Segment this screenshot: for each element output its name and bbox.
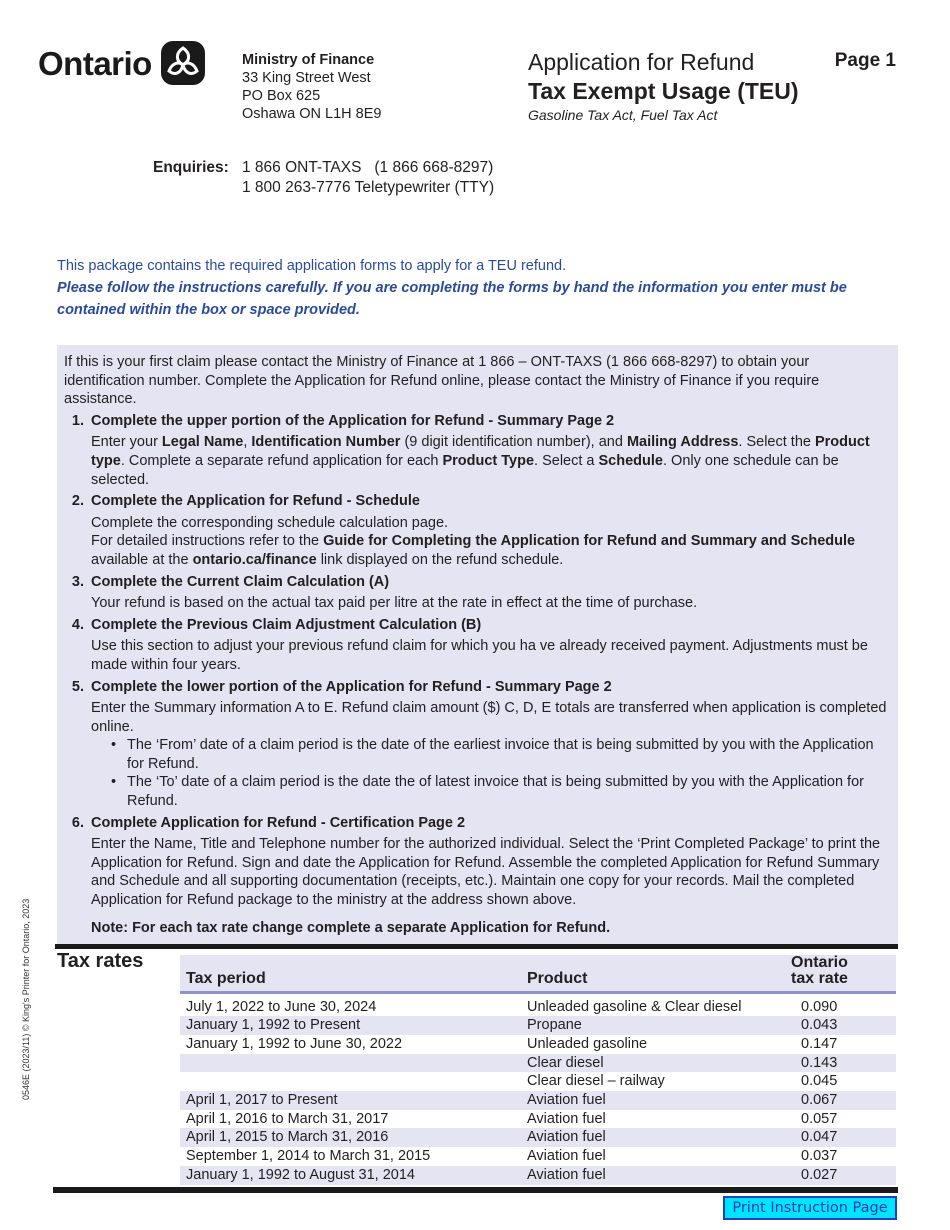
cell-rate: 0.067	[791, 1091, 896, 1110]
enquiries-phone: 1 866 ONT-TAXS (1 866 668-8297)	[242, 159, 494, 176]
enquiries-label: Enquiries:	[153, 159, 229, 176]
step-title: Complete the Current Claim Calculation (A)	[91, 573, 390, 590]
intro-instructions: Please follow the instructions carefully. If you are completing the forms by hand the information you enter must be contained within the box or space provided.	[57, 280, 847, 318]
step-title: Complete Application for Refund - Certification Page 2	[91, 814, 466, 831]
cell-period: April 1, 2015 to March 31, 2016	[180, 1128, 521, 1147]
cell-rate: 0.143	[791, 1054, 896, 1073]
step-body: Use this section to adjust your previous refund claim for which you ha ve already received payment. Adjustments must be made within four years.	[91, 638, 868, 673]
form-acts: Gasoline Tax Act, Fuel Tax Act	[528, 107, 718, 123]
form-title: Application for Refund	[528, 49, 755, 75]
list-item: • The ‘To’ date of a claim period is the date the of latest invoice that is being submitted by you with the Application for Refund.	[111, 774, 864, 810]
cell-rate: 0.047	[791, 1128, 896, 1147]
col-tax-period: Tax period	[180, 955, 521, 993]
list-item: • The ‘From’ date of a claim period is the date of the earliest invoice that is being submitted by you with the Application for Refund.	[111, 737, 874, 772]
cell-rate: 0.090	[801, 998, 838, 1015]
col-tax-rate: Ontario tax rate	[791, 955, 896, 993]
cell-product: Unleaded gasoline	[527, 1035, 648, 1052]
address-line: PO Box 625	[242, 88, 321, 104]
cell-product: Propane	[521, 1016, 791, 1035]
ministry-address	[242, 51, 381, 123]
table-row	[180, 1072, 896, 1091]
tax-rates-table	[180, 955, 896, 1185]
step-title: Complete the upper portion of the Application for Refund - Summary Page 2	[91, 412, 615, 429]
enquiries-tty: 1 800 263-7776 Teletypewriter (TTY)	[242, 179, 495, 196]
cell-rate: 0.147	[801, 1035, 838, 1052]
cell-period: January 1, 1992 to June 30, 2022	[186, 1035, 403, 1052]
step-1: 1. Complete the upper portion of the Application for Refund - Summary Page 2 Enter your Legal Name, Identification Number (9 digit identification number), and Mailing Address. Select the Product type. Complete a separate refund application for each Product Type. Select a Schedule. Only one schedule can be selected.	[64, 412, 888, 489]
table-row	[180, 1166, 896, 1185]
divider	[55, 944, 898, 949]
step-3: 3. Complete the Current Claim Calculation (A) Your refund is based on the actual tax paid per litre at the rate in effect at the time of purchase.	[64, 573, 888, 613]
step-2: 2. Complete the Application for Refund - Schedule Complete the corresponding schedule calculation page. For detailed instructions refer to the Guide for Completing the Application for Refund and Summary and Schedule available at the ontario.ca/finance link displayed on the refund schedule.	[64, 492, 888, 569]
step-5: 5. Complete the lower portion of the Application for Refund - Summary Page 2 Enter the Summary information A to E. Refund claim amount ($) C, D, E totals are transferred when application is completed online. • The ‘From’ date of a claim period is the date of the earliest invoice that is being submitted by you with the Application for Refund. • The ‘To’ date of a claim period is the date the of latest invoice that is being submitted by you with the Application for Refund.	[71, 678, 887, 810]
step-6: 6. Complete Application for Refund - Certification Page 2 Enter the Name, Title and Telephone number for the authorized individual. Select the ‘Print Completed Package’ to print the Application for Refund. Sign and date the Application for Refund. Assemble the completed Application for Refund Summary and Schedule and all supporting documentation (receipts, etc.). Maintain one copy for your records. Mail the completed Application for Refund package to the ministry at the address shown above. Note: For each tax rate change complete a separate Application for Refund.	[64, 814, 888, 938]
table-row	[180, 1110, 896, 1129]
cell-product: Aviation fuel	[527, 1148, 606, 1165]
cell-product: Aviation fuel	[521, 1128, 791, 1147]
cell-period: April 1, 2016 to March 31, 2017	[186, 1110, 389, 1127]
step-body: Your refund is based on the actual tax paid per litre at the rate in effect at the time of purchase.	[91, 595, 698, 612]
page-number: Page 1	[834, 50, 896, 71]
cell-period: January 1, 1992 to Present	[180, 1016, 521, 1035]
table-row	[180, 998, 896, 1017]
table-row	[180, 1016, 896, 1035]
cell-rate: 0.037	[801, 1148, 838, 1165]
cell-product: Clear diesel – railway	[527, 1073, 665, 1090]
cell-product: Aviation fuel	[521, 1166, 791, 1185]
instructions-panel	[57, 345, 898, 944]
cell-period: July 1, 2022 to June 30, 2024	[186, 998, 377, 1015]
cell-period: September 1, 2014 to March 31, 2015	[186, 1148, 431, 1165]
table-row	[180, 1091, 896, 1110]
address-line: Oshawa ON L1H 8E9	[242, 106, 382, 122]
step-title: Complete the lower portion of the Application for Refund - Summary Page 2	[91, 678, 612, 695]
instructions-preamble: If this is your first claim please contact the Ministry of Finance at 1 866 – ONT-TAXS (1 866 668-8297) to obtain your identification number. Complete the Application for Refund online, please contact the Ministry of Finance if you require assistance.	[64, 354, 820, 408]
divider	[53, 1187, 898, 1193]
step-body: Enter the Name, Title and Telephone number for the authorized individual. Select the ‘Print Completed Package’ to print the Application for Refund. Sign and date the Application for Refund. Assemble the completed Application for Refund Summary and Schedule and all supporting documentation (receipts, etc.). Maintain one copy for your records. Mail the completed Application for Refund package to the ministry at the address shown above.	[91, 836, 881, 909]
cell-rate: 0.057	[801, 1110, 838, 1127]
intro-text	[57, 255, 897, 321]
step-4: 4. Complete the Previous Claim Adjustment Calculation (B) Use this section to adjust your previous refund claim for which you ha ve already received payment. Adjustments must be made within four years.	[64, 616, 888, 675]
cell-product: Aviation fuel	[527, 1110, 606, 1127]
step-body: Enter the Summary information A to E. Refund claim amount ($) C, D, E totals are transferred when application is completed online.	[91, 700, 887, 735]
cell-product: Aviation fuel	[521, 1091, 791, 1110]
cell-rate: 0.045	[801, 1073, 838, 1090]
cell-rate: 0.027	[791, 1166, 896, 1185]
step-title: Complete the Application for Refund - Schedule	[91, 493, 420, 510]
step-title: Complete the Previous Claim Adjustment Calculation (B)	[91, 616, 482, 633]
table-row	[180, 1054, 896, 1073]
col-product: Product	[521, 955, 791, 993]
address-line: 33 King Street West	[242, 70, 371, 86]
cell-product: Clear diesel	[521, 1054, 791, 1073]
step-body: Enter your Legal Name, Identification Number (9 digit identification number), and Mailing Address. Select the Product type. Complete a separate refund application for each Product Type. Select a Schedule. Only one schedule can be selected.	[91, 434, 870, 488]
logo-wordmark: Ontario	[38, 44, 152, 82]
enquiries	[153, 158, 494, 198]
intro-line: This package contains the required application forms to apply for a TEU refund.	[57, 258, 567, 274]
cell-rate: 0.043	[791, 1016, 896, 1035]
cell-product: Unleaded gasoline & Clear diesel	[527, 998, 742, 1015]
table-row	[180, 1147, 896, 1166]
cell-period: April 1, 2017 to Present	[180, 1091, 521, 1110]
table-row	[180, 1035, 896, 1054]
form-subtitle: Tax Exempt Usage (TEU)	[528, 78, 799, 104]
cell-period	[180, 1072, 521, 1091]
ontario-logo	[38, 40, 206, 86]
step-body: Complete the corresponding schedule calculation page.	[91, 514, 449, 531]
cell-period	[180, 1054, 521, 1073]
table-row	[180, 1128, 896, 1147]
form-title-block	[528, 48, 799, 124]
note: Note: For each tax rate change complete a separate Application for Refund.	[91, 919, 611, 936]
trillium-icon	[160, 40, 206, 86]
ministry-name: Ministry of Finance	[242, 52, 375, 68]
cell-period: January 1, 1992 to August 31, 2014	[180, 1166, 521, 1185]
tax-rates-heading: Tax rates	[57, 950, 144, 972]
form-code: 0546E (2023/11) © King's Printer for Ontario, 2023	[21, 898, 31, 1100]
step-body: For detailed instructions refer to the Guide for Completing the Application for Refund and Summary and Schedule available at the ontario.ca/finance link displayed on the refund schedule.	[91, 533, 856, 568]
print-instruction-page-button[interactable]: Print Instruction Page	[723, 1196, 897, 1220]
